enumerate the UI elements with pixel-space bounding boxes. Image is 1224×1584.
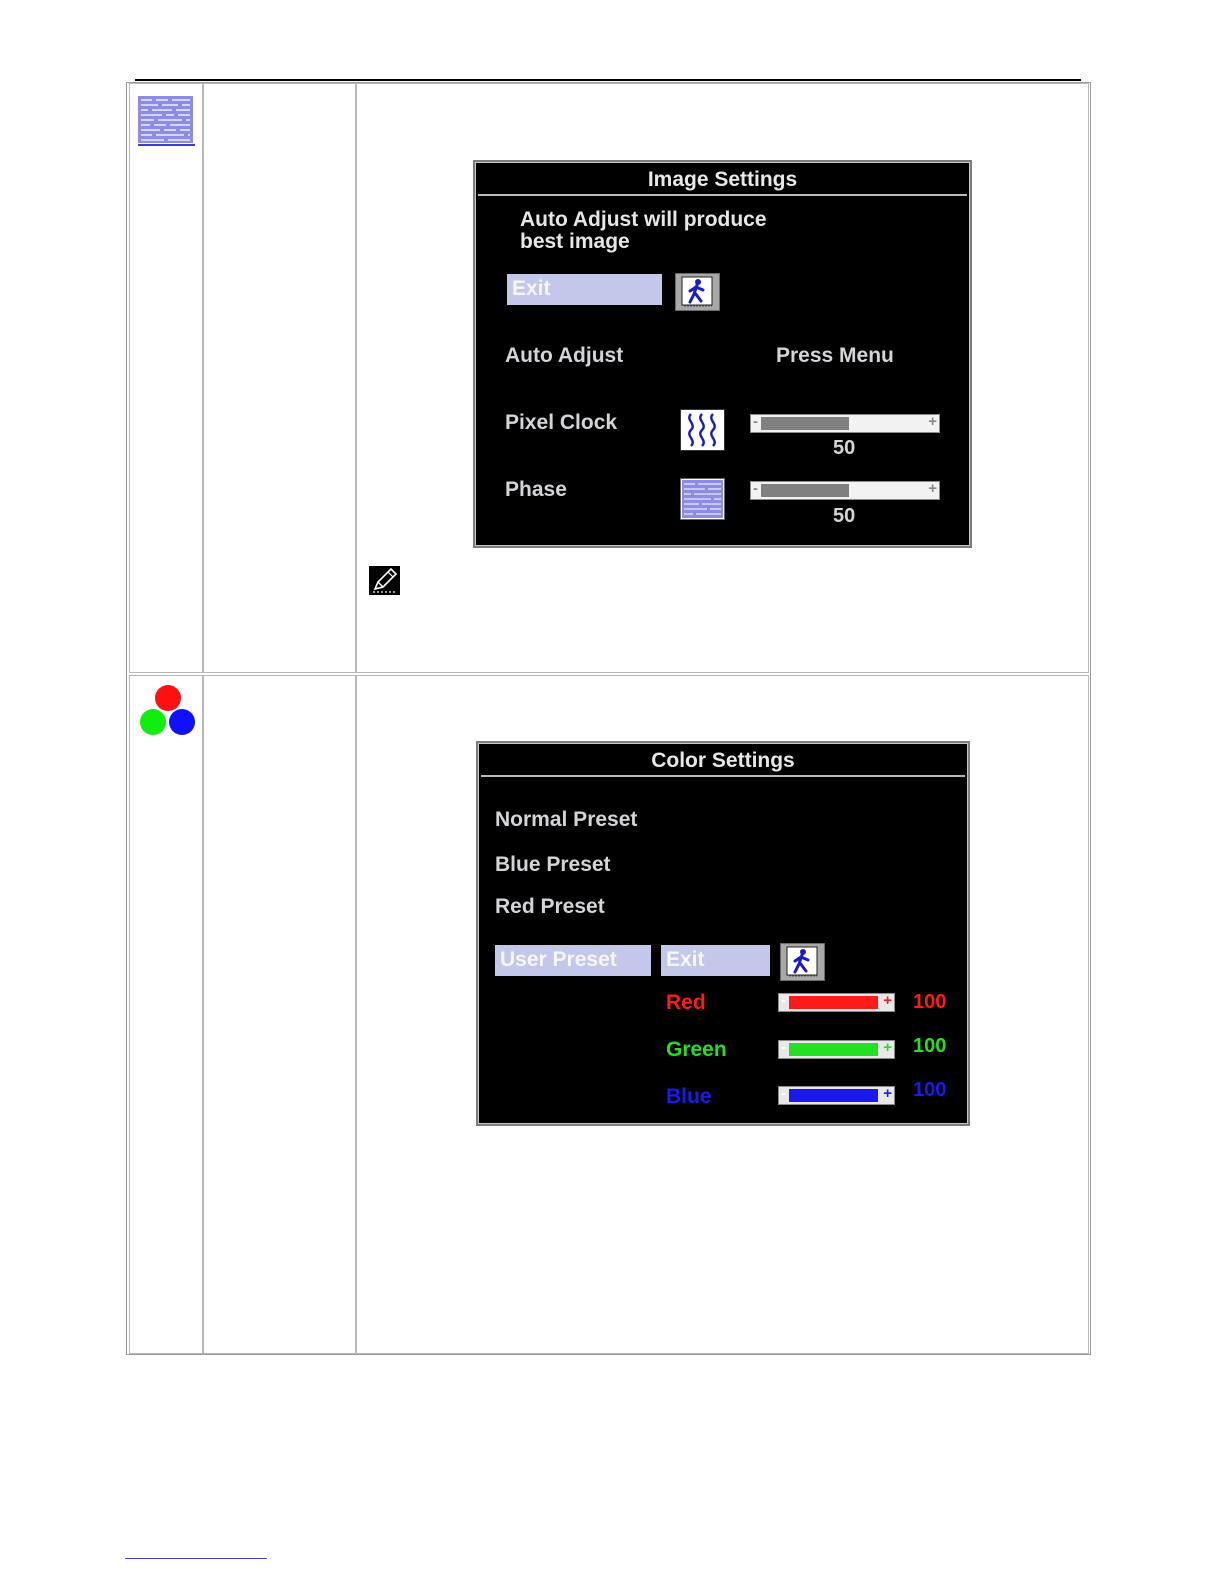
phase-pattern-icon[interactable]: [138, 96, 195, 146]
color-settings-osd: [476, 741, 970, 1126]
osd-title: Image Settings: [478, 165, 967, 196]
exit-runner-icon[interactable]: [780, 943, 825, 981]
row1-icon-cell: [129, 83, 203, 673]
note-pencil-icon: [369, 566, 400, 595]
red-preset-option[interactable]: Red Preset: [495, 895, 605, 918]
bottom-link-underline[interactable]: [125, 1558, 267, 1559]
slider-minus-icon: -: [781, 1039, 786, 1056]
green-channel-slider[interactable]: [778, 1040, 895, 1059]
auto-adjust-action: Press Menu: [776, 344, 894, 367]
slider-minus-icon: -: [753, 413, 758, 430]
top-rule: [135, 79, 1081, 81]
slider-plus-icon: +: [883, 1039, 892, 1056]
pixel-clock-value: 50: [833, 437, 856, 459]
auto-adjust-message-line2: best image: [520, 230, 630, 253]
blue-channel-slider[interactable]: [778, 1086, 895, 1105]
red-channel-slider[interactable]: [778, 993, 895, 1012]
phase-slider[interactable]: [750, 481, 940, 500]
auto-adjust-message-line1: Auto Adjust will produce: [520, 208, 767, 231]
exit-button[interactable]: Exit: [507, 274, 662, 305]
user-preset-option[interactable]: User Preset: [495, 945, 651, 976]
slider-plus-icon: +: [928, 480, 937, 497]
normal-preset-option[interactable]: Normal Preset: [495, 808, 638, 831]
red-slider-fill: [789, 996, 878, 1009]
pixel-clock-label[interactable]: Pixel Clock: [505, 411, 618, 434]
row2-description-cell: [356, 675, 1089, 1354]
row2-name-cell: [203, 675, 356, 1354]
slider-plus-icon: +: [928, 413, 937, 430]
slider-minus-icon: -: [753, 480, 758, 497]
slider-plus-icon: +: [883, 1085, 892, 1102]
osd-title: Color Settings: [481, 746, 965, 777]
blue-slider-fill: [789, 1089, 878, 1102]
row1-name-cell: [203, 83, 356, 673]
slider-minus-icon: -: [781, 1085, 786, 1102]
green-slider-fill: [789, 1043, 878, 1056]
slider-minus-icon: -: [781, 992, 786, 1009]
blue-channel-label[interactable]: Blue: [666, 1085, 712, 1108]
pixel-clock-slider[interactable]: [750, 414, 940, 433]
pixel-clock-slider-fill: [761, 417, 849, 430]
row2-icon-cell: [129, 675, 203, 1354]
exit-runner-icon[interactable]: [675, 273, 720, 311]
phase-pattern-icon: [680, 478, 725, 520]
red-channel-value: 100: [913, 991, 947, 1013]
pixel-clock-waves-icon: [680, 409, 725, 451]
rgb-circles-icon[interactable]: [138, 684, 198, 738]
phase-label[interactable]: Phase: [505, 478, 567, 501]
osd-menu-table: [126, 82, 1091, 1355]
red-channel-label[interactable]: Red: [666, 991, 706, 1014]
blue-preset-option[interactable]: Blue Preset: [495, 853, 611, 876]
blue-channel-value: 100: [913, 1079, 947, 1101]
green-channel-value: 100: [913, 1035, 947, 1057]
exit-button[interactable]: Exit: [661, 945, 770, 976]
auto-adjust-label[interactable]: Auto Adjust: [505, 344, 624, 367]
row1-description-cell: [356, 83, 1089, 673]
phase-value: 50: [833, 505, 856, 527]
green-channel-label[interactable]: Green: [666, 1038, 727, 1061]
image-settings-osd: [473, 160, 972, 548]
phase-slider-fill: [761, 484, 849, 497]
slider-plus-icon: +: [883, 992, 892, 1009]
